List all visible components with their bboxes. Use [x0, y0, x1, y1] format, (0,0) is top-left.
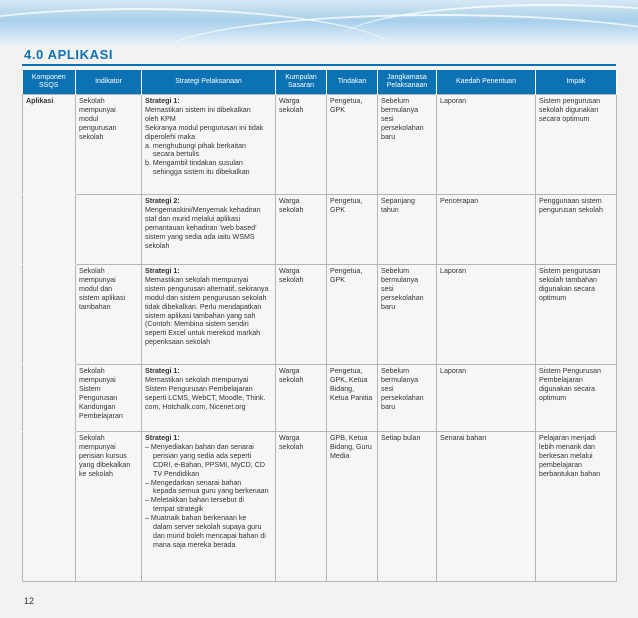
strategi-sub-item: b. Mengambil tindakan susulan [145, 159, 243, 168]
strategi-sub-continuation: tempat strategik [153, 505, 204, 514]
cell-line: Pembelajaran [539, 375, 583, 384]
kumpulan-cell [276, 365, 327, 432]
strategi-sub-continuation: perisian yang sedia ada seperti CDRI, e-Bahan, PPSMI, MyCD, CD TV Pendidikan [153, 451, 265, 478]
strategi-cell [142, 432, 276, 582]
cell-line: Pencerapan [440, 197, 479, 205]
cell-line: Sebelum [381, 267, 409, 275]
strategi-title: Strategi 2: [145, 197, 180, 205]
cell-line: Sistem pengurusan [539, 97, 601, 105]
cell-line: mempunyai [79, 375, 116, 384]
aplikasi-table [22, 70, 617, 582]
cell-line: Sistem pengurusan [539, 267, 601, 275]
header-kaedah: Kaedah Penentuan [437, 70, 536, 95]
cell-line: Warga [279, 97, 300, 105]
komponen-cell [23, 265, 76, 365]
kumpulan-cell [276, 95, 327, 195]
cell-line: ke sekolah [79, 469, 113, 478]
cell-line: Ketua Panitia [330, 393, 373, 402]
strategi-cell [142, 95, 276, 195]
header-komponen [23, 70, 76, 95]
cell-line: sekolah [79, 132, 104, 141]
cell-line: Sepanjang [381, 197, 415, 205]
header-line: Pelaksanaan [386, 82, 428, 89]
cell-line: Bidang, Guru [330, 442, 372, 451]
impak-cell [536, 265, 617, 365]
table-row [23, 365, 617, 432]
cell-line: Sekolah [79, 367, 105, 375]
cell-line: sekolah digunakan [539, 105, 599, 114]
komponen-cell [23, 195, 76, 265]
cell-line: Laporan [440, 97, 467, 105]
kumpulan-cell [276, 265, 327, 365]
header-line: Sasaran [287, 82, 315, 89]
cell-line: modul dan sistem pengurusan sekolah [145, 293, 267, 302]
cell-line: Pelajaran menjadi [539, 434, 596, 442]
cell-line: Memastikan sistem ini dibekalkan [145, 105, 251, 114]
cell-line: Pembelajaran [79, 411, 123, 420]
cell-line: sekolah tambahan [539, 275, 597, 284]
indikator-cell [76, 265, 142, 365]
header-impak: Impak [536, 70, 617, 95]
cell-line: Sekolah [79, 434, 105, 442]
section-title: 4.0 APLIKASI [24, 47, 114, 62]
cell-line: pengurusan [79, 123, 117, 132]
impak-cell [536, 432, 617, 582]
cell-line: baru [381, 302, 396, 311]
strategi-cell [142, 265, 276, 365]
cell-line: Memastikan sekolah mempunyai [145, 275, 249, 284]
strategi-sub-item: – Menyediakan bahan dan senarai [145, 442, 254, 451]
table-row [23, 195, 617, 265]
header-line: Komponen [31, 74, 66, 81]
header-line: SSQS [39, 82, 59, 89]
cell-line: sekolah [279, 205, 304, 214]
cell-line: Sebelum [381, 97, 409, 105]
cell-line: sekolah [279, 275, 304, 284]
cell-line: pembelajaran [539, 460, 582, 469]
header-indikator: Indikator [76, 70, 142, 95]
cell-line: Pengetua, [330, 97, 363, 105]
cell-line: Sekiranya modul pengurusan ini tidak [145, 123, 264, 132]
header-jangkamasa [378, 70, 437, 95]
cell-line: Sebelum [381, 367, 409, 375]
strategi-sub-continuation: sehingga sistem itu dibekalkan [153, 168, 250, 177]
indikator-cell [76, 432, 142, 582]
cell-line: bermulanya [381, 375, 419, 384]
cell-line: Pengetua, [330, 197, 363, 205]
cell-line: digunakan secara [539, 284, 596, 293]
cell-line: pemantauan kehadiran 'web based' [145, 223, 257, 232]
cell-line: bermulanya [381, 275, 419, 284]
cell-line: pengurusan sekolah [539, 205, 603, 214]
tindakan-cell [327, 265, 378, 365]
cell-line: persekolahan [381, 293, 424, 302]
cell-line: optimum [539, 393, 567, 402]
cell-line: diperolehi maka [145, 132, 196, 141]
komponen-cell [23, 365, 76, 432]
decorative-header-band [0, 0, 638, 46]
cell-line: secara optimum [539, 114, 590, 123]
strategi-cell [142, 195, 276, 265]
indikator-cell [76, 195, 142, 265]
cell-line: sistem pengurusan alternatif, sekiranya [145, 284, 269, 293]
table-body [23, 95, 617, 582]
cell-line: persekolahan [381, 393, 424, 402]
strategi-sub-continuation: dalam server sekolah supaya guru dan murid boleh mencapai bahan di mana saja mereka berada [153, 523, 266, 549]
impak-cell [536, 365, 617, 432]
cell-line: modul dan [79, 284, 113, 293]
cell-line: Warga [279, 197, 300, 205]
tindakan-cell [327, 365, 378, 432]
strategi-sub-continuation: secara bertulis [153, 150, 200, 159]
cell-line: modul [79, 114, 99, 123]
cell-line: seperti LCMS, WebCT, Moodle, Think. [145, 393, 266, 402]
strategi-sub-item: – Meletakkan bahan tersebut di [145, 496, 244, 505]
cell-line: baru [381, 132, 396, 141]
indikator-cell [76, 95, 142, 195]
cell-line: Warga [279, 367, 300, 375]
cell-line: tahun [381, 205, 399, 214]
title-underline [22, 64, 616, 66]
cell-line: baru [381, 402, 396, 411]
komponen-label: Aplikasi [26, 97, 54, 105]
table-header-row [23, 70, 617, 95]
kumpulan-cell [276, 195, 327, 265]
cell-line: berkesan melalui [539, 451, 593, 460]
header-strategi: Strategi Pelaksanaan [142, 70, 276, 95]
strategi-sub-item: a. menghubungi pihak berkaitan [145, 141, 246, 150]
cell-line: mempunyai [79, 442, 116, 451]
cell-line: lebih menarik dan [539, 442, 595, 451]
header-line: Kumpulan [285, 74, 317, 81]
komponen-cell [23, 432, 76, 582]
tindakan-cell [327, 95, 378, 195]
tindakan-cell [327, 195, 378, 265]
kumpulan-cell [276, 432, 327, 582]
komponen-cell [23, 95, 76, 195]
header-tindakan: Tindakan [327, 70, 378, 95]
kaedah-cell [437, 432, 536, 582]
cell-line: GPK [330, 275, 345, 284]
cell-line: Sekolah [79, 97, 105, 105]
cell-line: Sekolah [79, 267, 105, 275]
strategi-sub-continuation: kepada semua guru yang berkenaan [153, 487, 269, 496]
table-row [23, 95, 617, 195]
cell-line: perisian kursus [79, 451, 127, 460]
table-row [23, 265, 617, 365]
cell-line: Setiap bulan [381, 434, 421, 442]
cell-line: sesi [381, 114, 394, 123]
cell-line: sesi [381, 384, 394, 393]
cell-line: oleh KPM [145, 114, 176, 123]
cell-line: (Contoh: Membina sistem sendiri [145, 320, 249, 329]
kaedah-cell [437, 195, 536, 265]
cell-line: GPK, Ketua [330, 375, 368, 384]
strategi-title: Strategi 1: [145, 434, 180, 442]
cell-line: berbantukan bahan [539, 469, 601, 478]
cell-line: seperti Excel untuk merekod markah [145, 329, 261, 338]
cell-line: Senarai bahan [440, 434, 487, 442]
cell-line: Pengetua, [330, 367, 363, 375]
cell-line: Kandungan [79, 402, 116, 411]
cell-line: bermulanya [381, 105, 419, 114]
cell-line: tambahan [79, 302, 111, 311]
table-row [23, 432, 617, 582]
cell-line: sistem aplikasi tambahan yang sah [145, 311, 256, 320]
cell-line: Penggunaan sistem [539, 197, 602, 205]
cell-line: Mengemaskini/Menyemak kehadiran [145, 205, 261, 214]
cell-line: tidak dibekalkan. Perlu mendapatkan [145, 302, 262, 311]
jangkamasa-cell [378, 195, 437, 265]
strategi-title: Strategi 1: [145, 267, 180, 275]
cell-line: Sistem [79, 384, 101, 393]
cell-line: yang dibekalkan [79, 460, 131, 469]
cell-line: sekolah [279, 375, 304, 384]
jangkamasa-cell [378, 432, 437, 582]
cell-line: Warga [279, 434, 300, 442]
header-line: Jangkamasa [387, 74, 427, 81]
strategi-title: Strategi 1: [145, 367, 180, 375]
strategi-title: Strategi 1: [145, 97, 180, 105]
kaedah-cell [437, 265, 536, 365]
cell-line: digunakan secara [539, 384, 596, 393]
header-kumpulan [276, 70, 327, 95]
cell-line: Sistem Pengurusan [539, 367, 601, 375]
jangkamasa-cell [378, 265, 437, 365]
cell-line: sistem aplikasi [79, 293, 126, 302]
cell-line: Memastikan sekolah mempunyai [145, 375, 249, 384]
jangkamasa-cell [378, 365, 437, 432]
impak-cell [536, 195, 617, 265]
cell-line: Bidang, [330, 384, 355, 393]
cell-line: Laporan [440, 267, 467, 275]
cell-line: sekolah [279, 105, 304, 114]
indikator-cell [76, 365, 142, 432]
cell-line: mempunyai [79, 105, 116, 114]
page-number: 12 [24, 596, 35, 606]
cell-line: persekolahan [381, 123, 424, 132]
cell-line: Sistem Pengurusan Pembelajaran [145, 384, 253, 393]
cell-line: Laporan [440, 367, 467, 375]
cell-line: mempunyai [79, 275, 116, 284]
cell-line: Warga [279, 267, 300, 275]
cell-line: Pengurusan [79, 393, 118, 402]
cell-line: sekolah [145, 241, 170, 250]
tindakan-cell [327, 432, 378, 582]
cell-line: GPB, Ketua [330, 434, 368, 442]
impak-cell [536, 95, 617, 195]
cell-line: peperiksaan sekolah [145, 338, 211, 347]
cell-line: optimum [539, 293, 567, 302]
swirl-decoration [340, 4, 638, 46]
jangkamasa-cell [378, 95, 437, 195]
cell-line: sistem yang sedia ada iaitu WSMS [145, 232, 255, 241]
strategi-sub-item: – Mengedarkan senarai bahan [145, 478, 242, 487]
cell-line: sesi [381, 284, 394, 293]
cell-line: GPK [330, 205, 345, 214]
kaedah-cell [437, 95, 536, 195]
strategi-sub-item: – Muatnaik bahan berkenaan ke [145, 514, 247, 523]
cell-line: Pengetua, [330, 267, 363, 275]
cell-line: staf dan murid melalui aplikasi [145, 214, 241, 223]
cell-line: Media [330, 451, 350, 460]
strategi-cell [142, 365, 276, 432]
cell-line: GPK [330, 105, 345, 114]
cell-line: com, Hotchalk.com, Nicenet.org [145, 402, 246, 411]
kaedah-cell [437, 365, 536, 432]
cell-line: sekolah [279, 442, 304, 451]
